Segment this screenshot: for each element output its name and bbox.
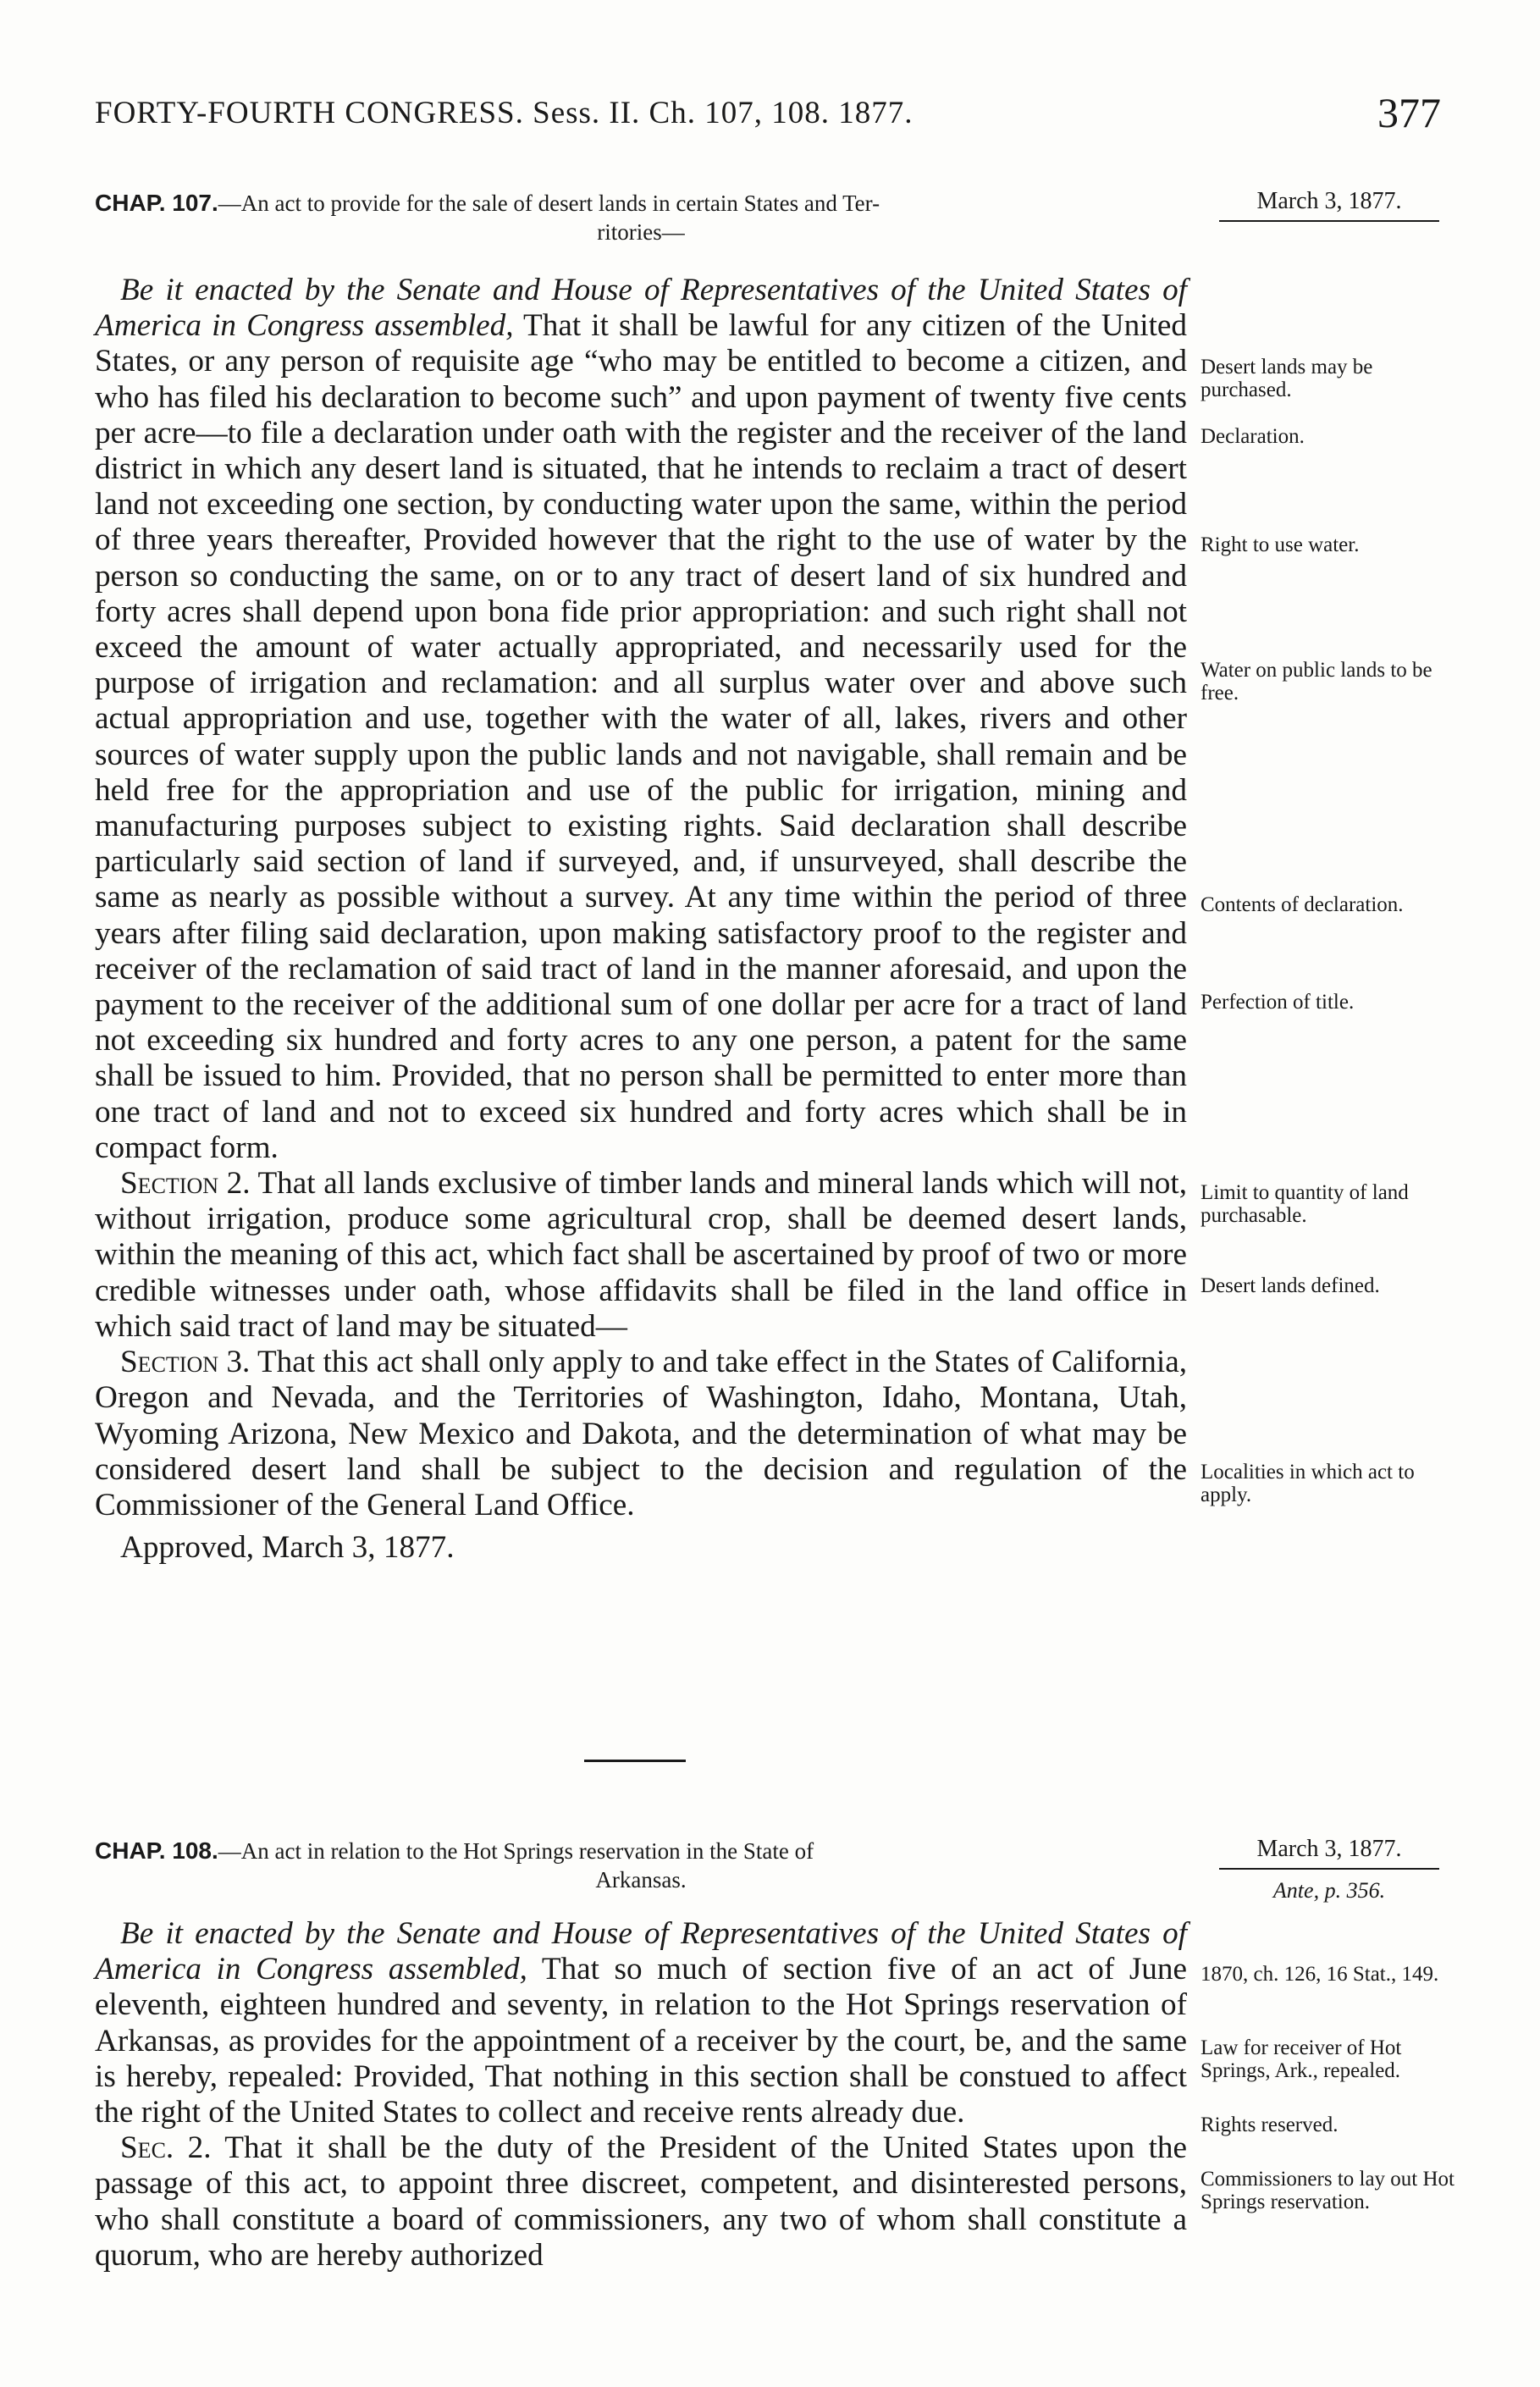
margin-note: Localities in which act to apply. xyxy=(1201,1461,1415,1506)
chap107-section-2-label: Section 2. xyxy=(120,1166,251,1202)
chap108-section-2-text: That it shall be the duty of the President of the United States upon the passage of this act, to appoint three discreet, competent, and disinterested persons, who shall constitute a board of commissioners, any two of whom shall constitute a quorum, who are hereby authorized xyxy=(95,2130,1188,2273)
chap108-title-cont: Arkansas. xyxy=(595,1866,687,1892)
running-title: FORTY-FOURTH CONGRESS. Sess. II. Ch. 107, 108. 1877. xyxy=(95,96,914,130)
chap108-ante-ref: Ante, p. 356. xyxy=(1272,1878,1386,1903)
chap107-title-cont: ritories— xyxy=(597,218,685,245)
chap108-number: CHAP. 108. xyxy=(95,1837,218,1864)
running-head xyxy=(95,89,1441,146)
chap108-section-2 xyxy=(95,2130,1187,2274)
page-number: 377 xyxy=(1377,89,1441,136)
margin-note: Desert lands defined. xyxy=(1201,1274,1380,1297)
chap108-body xyxy=(95,1916,1187,2274)
margin-note: Desert lands may be purchased. xyxy=(1201,356,1373,401)
margin-note: Commissioners to lay out Hot Springs reservation. xyxy=(1201,2168,1454,2213)
chap107-section-3 xyxy=(95,1345,1187,1523)
margin-note: Water on public lands to be free. xyxy=(1201,659,1432,704)
chap107-enacting-clause: Be it enacted by the Senate and House of Representatives of the United States of America in Congress assembled, xyxy=(95,273,1187,344)
chapter-divider xyxy=(584,1760,686,1762)
margin-note: Law for receiver of Hot Springs, Ark., repealed. xyxy=(1201,2036,1402,2082)
chap108-date: March 3, 1877. xyxy=(1219,1836,1439,1870)
chap107-number: CHAP. 107. xyxy=(95,190,218,216)
chap107-date: March 3, 1877. xyxy=(1219,188,1439,222)
margin-note: Rights reserved. xyxy=(1201,2113,1339,2136)
chap107-body xyxy=(95,273,1187,1566)
chap107-section-1 xyxy=(95,273,1187,1166)
chap108-enacting-clause: Be it enacted by the Senate and House of Representatives of the United States of America in Congress assembled, xyxy=(95,1916,1187,1987)
chap108-title: —An act in relation to the Hot Springs reservation in the State of xyxy=(218,1838,814,1864)
chap107-section-3-label: Section 3. xyxy=(120,1345,251,1380)
chap108-section-1-text: That so much of section five of an act of June eleventh, eighteen hundred and seventy, in relation to the Hot Springs reservation of Arkansas, as provides for the appointment of a receiver by the court, be, and the same is hereby, repealed: Provided, That nothing in this section shall be constued to affect the right of the United States to collect and receive rents already due. xyxy=(95,1952,1187,2130)
chap108-section-2-label: Sec. 2. xyxy=(120,2130,212,2166)
chap107-approved: Approved, March 3, 1877. xyxy=(120,1530,455,1566)
chap107-section-2-text: That all lands exclusive of timber lands and mineral lands which will not, without irrigation, produce some agricultural crop, shall be deemed desert lands, within the meaning of this act, which fact shall be ascertained by proof of two or more credible witnesses under oath, whose affidavits shall be filed in the land office in which said tract of land may be situated— xyxy=(95,1166,1187,1344)
margin-note: Perfection of title. xyxy=(1201,991,1355,1014)
chap107-section-2 xyxy=(95,1166,1187,1345)
chap107-title: —An act to provide for the sale of desert lands in certain States and Ter- xyxy=(218,191,880,216)
chap107-section-1-text: That it shall be lawful for any citizen of the United States, or any person of requisite age “who may be entitled to become a citizen, and who has filed his declaration to become such” and upon payment of twenty five cents per acre—to file a declaration under oath with the register and the receiver of the land district in which any desert land is situated, that he intends to reclaim a tract of desert land not exceeding one section, by conducting water upon the same, within the period of three years thereafter, Provided however that the right to the use of water by the person so conducting the same, on or to any tract of desert land of six hundred and forty acres shall depend upon bona fide prior appropriation: and such right shall not exceed the amount of water actually appropriated, and necessarily used for the purpose of irrigation and reclamation: and all surplus water over and above such actual appropriation and use, together with the water of all, lakes, rivers and other sources of water supply upon the public lands and not navigable, shall remain and be held free for the appropriation and use of the public for irrigation, mining and manufacturing purposes subject to existing rights. Said declaration shall describe particularly said section of land if surveyed, and, if unsurveyed, shall describe the same as nearly as possible without a survey. At any time within the period of three years after filing said declaration, upon making satisfactory proof to the register and receiver of the reclamation of said tract of land in the manner aforesaid, and upon the payment to the receiver of the additional sum of one dollar per acre for a tract of land not exceeding six hundred and forty acres to any one person, a patent for the same shall be issued to him. Provided, that no person shall be permitted to enter more than one tract of land and not to exceed six hundred and forty acres which shall be in compact form. xyxy=(95,308,1187,1165)
margin-note: Limit to quantity of land purchasable. xyxy=(1201,1181,1409,1227)
margin-note: 1870, ch. 126, 16 Stat., 149. xyxy=(1201,1963,1439,1986)
chap108-heading xyxy=(95,1836,1187,1895)
margin-note: Right to use water. xyxy=(1201,533,1360,556)
margin-note: Declaration. xyxy=(1201,425,1305,448)
chap108-section-1 xyxy=(95,1916,1187,2130)
margin-note: Contents of declaration. xyxy=(1201,893,1404,916)
chap107-heading xyxy=(95,188,1187,247)
chap107-section-3-text: That this act shall only apply to and take effect in the States of California, Oregon and Nevada, and the Territories of Washington, Idaho, Montana, Utah, Wyoming Arizona, New Mexico and Dakota, and the determination of what may be considered desert land shall be subject to the decision and regulation of the Commissioner of the General Land Office. xyxy=(95,1345,1188,1522)
